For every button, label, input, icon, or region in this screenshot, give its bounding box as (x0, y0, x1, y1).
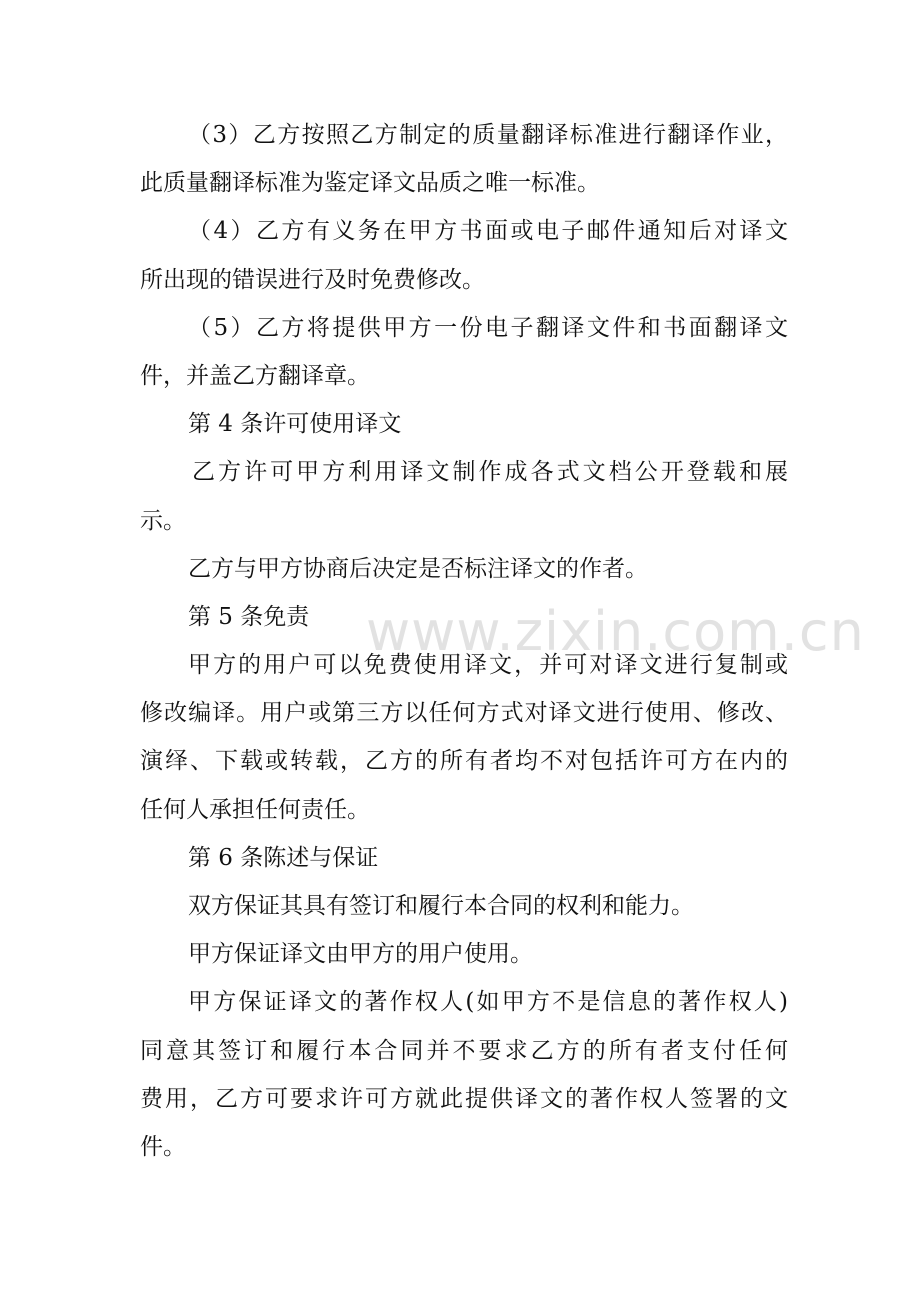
clause-3-line-2: 此质量翻译标准为鉴定译文品质之唯一标准。 (140, 170, 600, 197)
article-6-paragraph-1: 双方保证其具有签订和履行本合同的权利和能力。 (188, 893, 694, 919)
article-6-paragraph-3-line-4: 件。 (140, 1133, 186, 1160)
clause-5-line-1: （5）乙方将提供甲方一份电子翻译文件和书面翻译文 (188, 314, 788, 341)
article-4-paragraph-1-line-1: 乙方许可甲方利用译文制作成各式文档公开登载和展 (192, 459, 788, 486)
clause-3-line-1: （3）乙方按照乙方制定的质量翻译标准进行翻译作业， (188, 122, 788, 148)
article-4-paragraph-1-line-2: 示。 (140, 507, 186, 534)
article-5-line-4: 任何人承担任何责任。 (140, 796, 370, 823)
clause-4-line-1: （4）乙方有义务在甲方书面或电子邮件通知后对译文 (188, 218, 788, 245)
article-5-line-3: 演绎、下载或转载，乙方的所有者均不对包括许可方在内的 (140, 748, 788, 775)
clause-4-line-2: 所出现的错误进行及时免费修改。 (140, 266, 485, 293)
article-5-line-2: 修改编译。用户或第三方以任何方式对译文进行使用、修改、 (140, 700, 788, 727)
article-6-paragraph-2: 甲方保证译文由甲方的用户使用。 (188, 941, 533, 968)
watermark: www.zixin.com.cn (366, 600, 865, 663)
article-4-heading: 第 4 条许可使用译文 (188, 411, 402, 438)
clause-5-line-2: 件，并盖乙方翻译章。 (140, 362, 370, 389)
article-6-paragraph-3-line-2: 同意其签订和履行本合同并不要求乙方的所有者支付任何 (140, 1037, 788, 1064)
document-body (140, 111, 788, 1171)
article-6-heading: 第 6 条陈述与保证 (188, 844, 379, 871)
article-6-paragraph-3-line-3: 费用，乙方可要求许可方就此提供译文的著作权人签署的文 (140, 1085, 788, 1112)
article-4-paragraph-2: 乙方与甲方协商后决定是否标注译文的作者。 (188, 555, 648, 582)
article-6-paragraph-3-line-1: 甲方保证译文的著作权人(如甲方不是信息的著作权人) (188, 989, 788, 1016)
article-5-heading: 第 5 条免责 (188, 603, 310, 630)
article-5-line-1: 甲方的用户可以免费使用译文，并可对译文进行复制或 (188, 652, 788, 679)
